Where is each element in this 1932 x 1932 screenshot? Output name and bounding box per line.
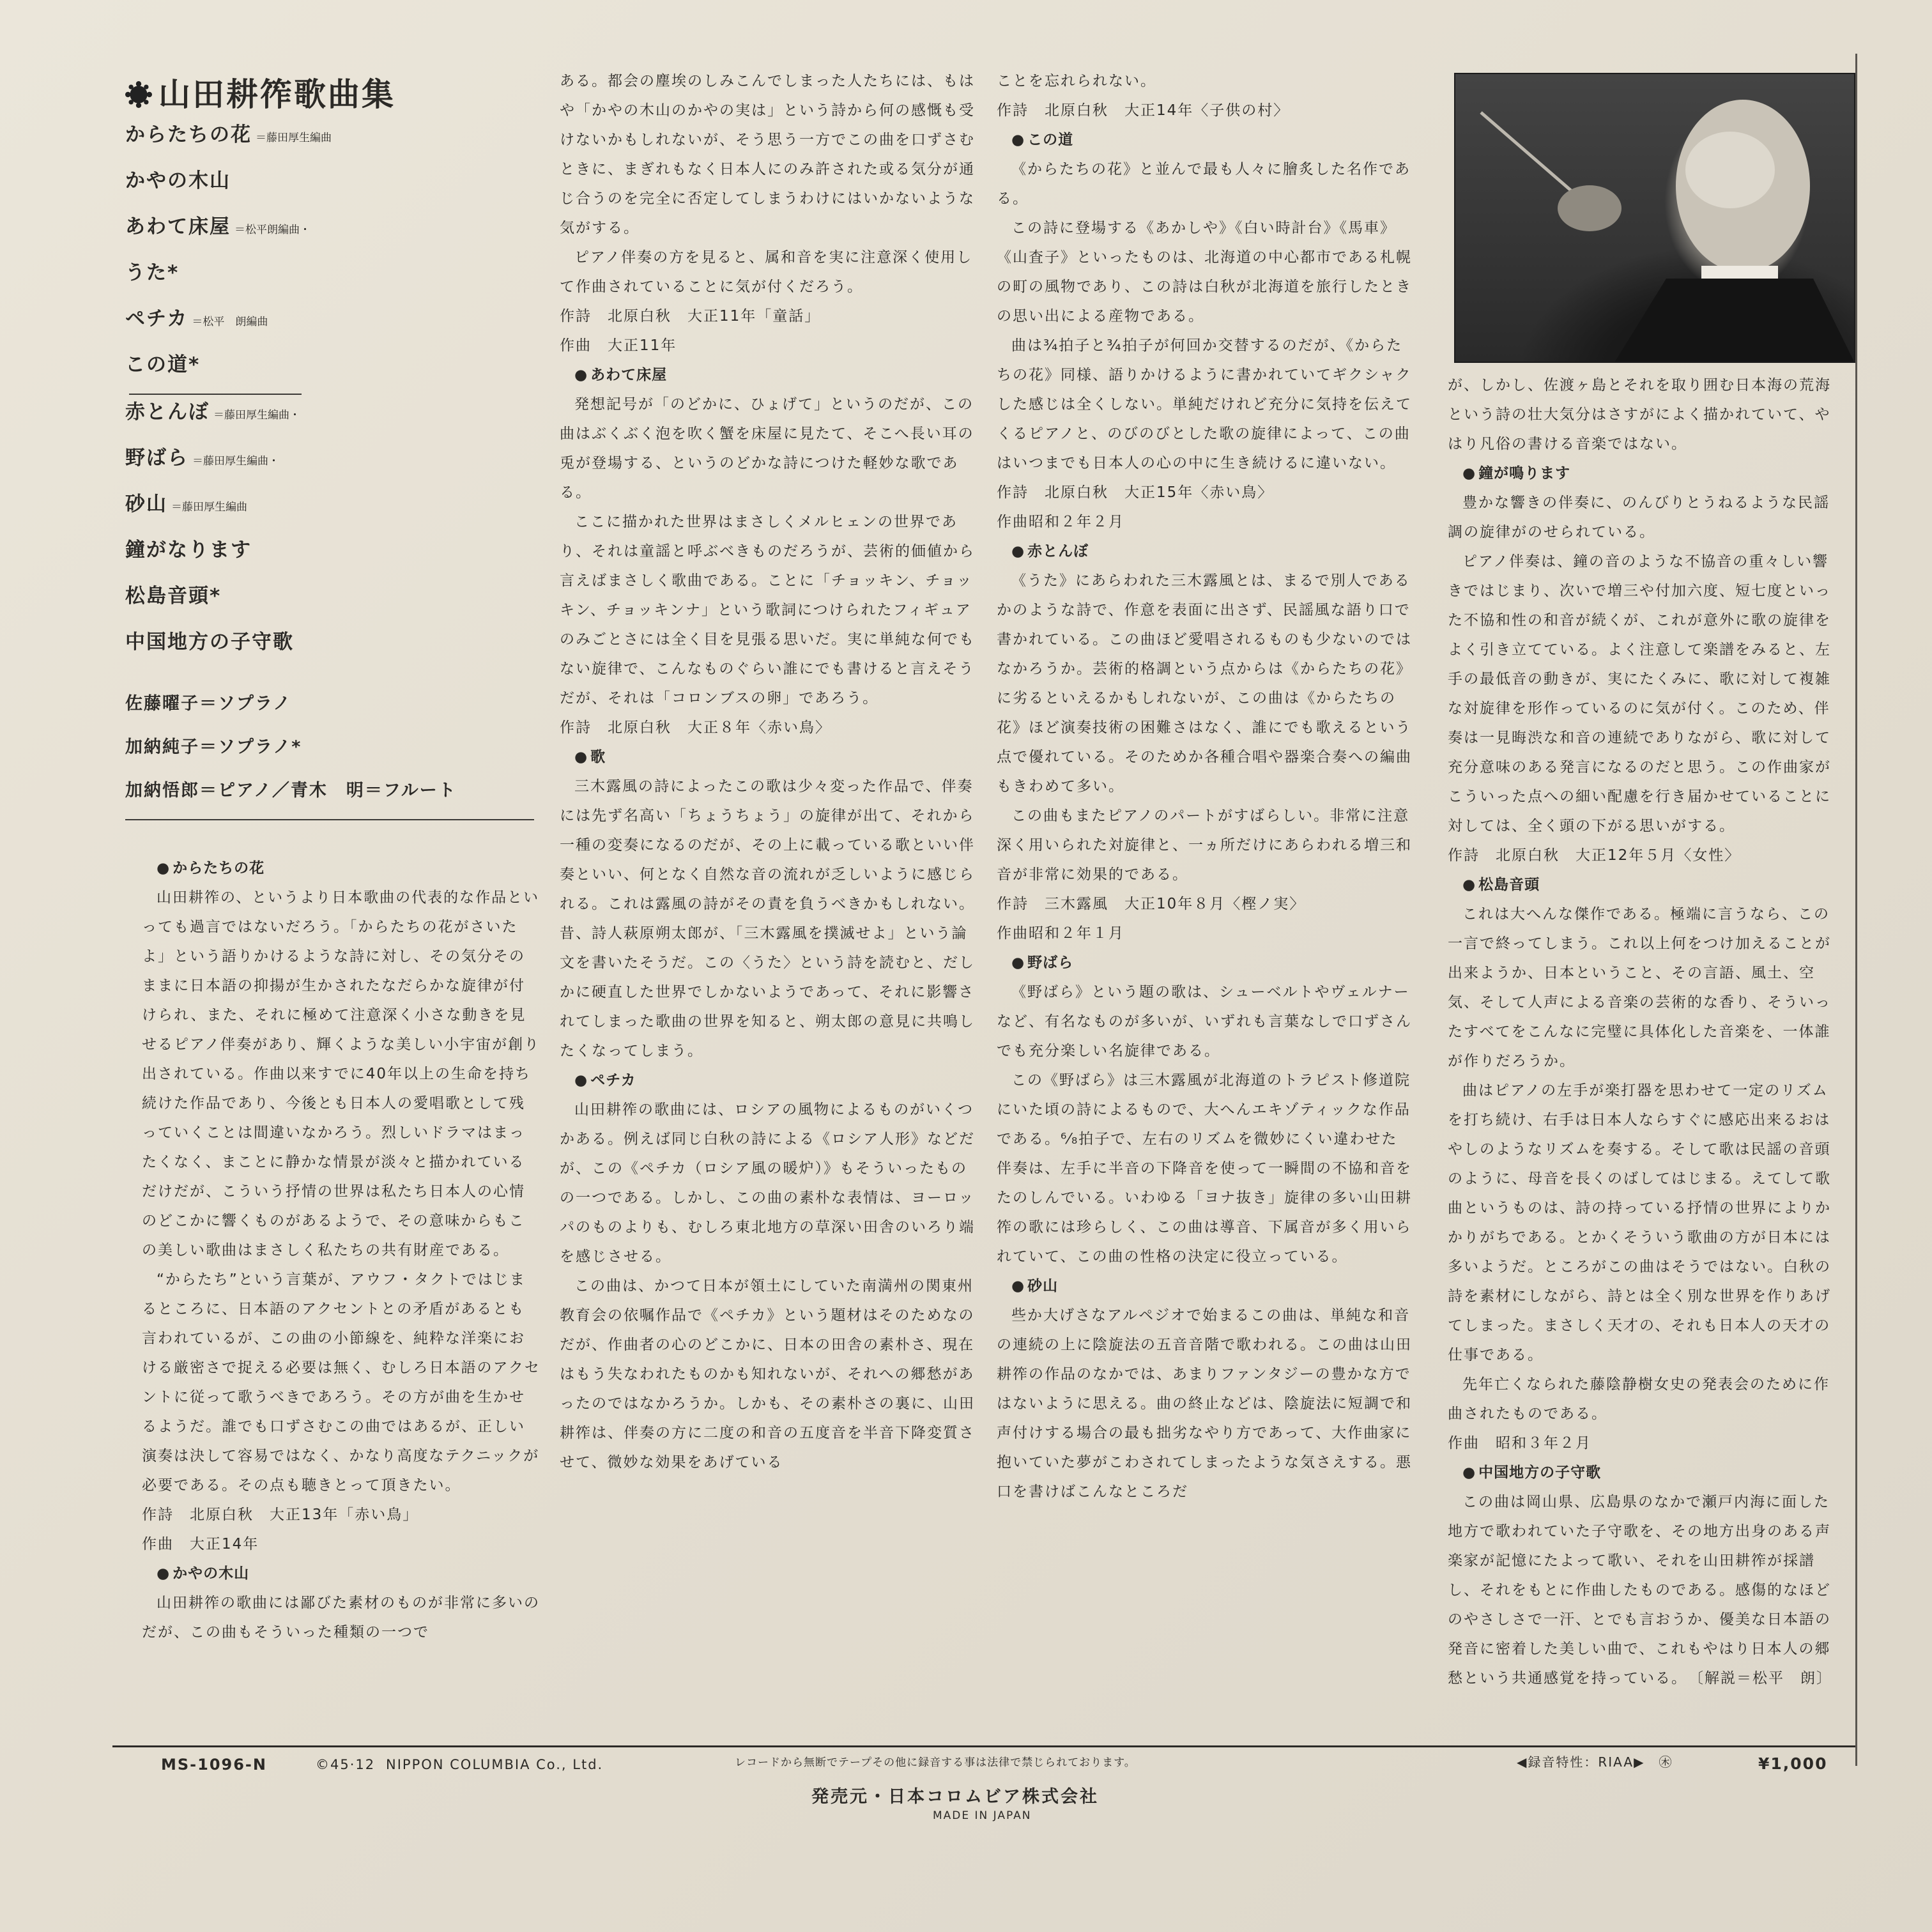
credit-line: 作詩 北原白秋 大正14年〈子供の村〉 xyxy=(997,102,1290,119)
track-arranger: ＝藤田厚生編曲・ xyxy=(213,409,300,422)
track-list xyxy=(125,120,547,673)
track-title: ペチカ xyxy=(125,307,188,330)
credit-line: 作詩 北原白秋 大正13年「赤い鳥」 xyxy=(142,1506,419,1523)
credit-line: 作詩 北原白秋 大正12年５月〈女性〉 xyxy=(1448,847,1741,864)
track-title: かやの木山 xyxy=(125,169,231,192)
section-heading: ● 野ばら xyxy=(997,948,1412,977)
credit-line: ある。都会の塵埃のしみこんでしまった人たちには、もはや「かやの木山のかやの実は」という詩から何の感慨も受けないかもしれないが、そう思う一方でこの曲を口ずさむときに、まぎれもなく日本人にのみ許された或る気分が通じ合うのを完全に否定してしまうわけにはいかないような気がする。 xyxy=(560,73,975,236)
paragraph: これは大へんな傑作である。極端に言うなら、この一言で終ってしまう。これ以上何をつけ加えることが出来ようか、日本ということ、その言語、風土、空気、そして人声による音楽の芸術的な香り、そういったすべてをこんなに完璧に具体化した音楽を、一体誰が作りだろうか。 xyxy=(1448,906,1831,1070)
section-heading: ● かやの木山 xyxy=(142,1559,540,1588)
track-item xyxy=(125,581,547,627)
paragraph: ピアノ伴奏は、鐘の音のような不協音の重々しい響きではじまり、次いで増三や付加六度、短七度といった不協和性の和音が続くが、これが意外に歌の旋律をよく引き立てている。よく注意して楽譜をみると、左手の最低音の動きが、実にたくみに、歌に対して複雑な対旋律を形作っているのに気が付く。このため、伴奏は一見晦渋な和音の連続でありながら、歌に対して充分意味のある発言になるのだと思う。この作曲家がこういった点への細い配慮を行き届かせていることに対しては、全く頭の下がる思いがする。 xyxy=(1448,553,1831,834)
section-heading: ● 歌 xyxy=(560,742,975,772)
paragraph: 先年亡くなられた藤陰静樹女史の発表会のために作曲されたものである。 xyxy=(1448,1376,1830,1422)
track-title: この道* xyxy=(125,353,201,376)
track-title: からたちの花 xyxy=(125,123,252,146)
performer: 加納悟郎＝ピアノ／青木 明＝フルート xyxy=(125,781,457,801)
credit-line: 作詩 北原白秋 大正８年〈赤い鳥〉 xyxy=(560,719,831,736)
composer-photo xyxy=(1454,73,1855,363)
track-arranger: ＝藤田厚生編曲 xyxy=(171,501,247,514)
paragraph: 些か大げさなアルペジオで始まるこの曲は、単純な和音の連続の上に陰旋法の五音音階で歌われる。この曲は山田耕筰の作品のなかでは、あまりファンタジーの豊かな方ではないように思える。曲の終止などは、陰旋法に短調で和声付けする場合の最も拙劣なやり方であって、大作曲家に抱いていた夢がこわされてしまったような気さえする。悪口を書けばこんなところだ xyxy=(997,1307,1412,1500)
track-arranger: ＝藤田厚生編曲・ xyxy=(192,455,279,468)
credit-line: が、しかし、佐渡ヶ島とそれを取り囲む日本海の荒海という詩の壮大気分はさすがによく描かれていて、やはり凡俗の書ける音楽ではない。 xyxy=(1448,377,1831,452)
credit-line: 作曲 昭和３年２月 xyxy=(1448,1435,1591,1452)
track-item xyxy=(125,627,547,673)
track-list-column xyxy=(125,69,547,820)
paragraph: 《うた》にあらわれた三木露風とは、まるで別人であるかのような詩で、作意を表面に出さず、民謡風な語り口で書かれている。この曲ほど愛唱されるものも少ないのではなかろうか。芸術的格調という点からは《からたちの花》に劣るといえるかもしれないが、この曲は《からたちの花》ほど演奏技術の困難さはなく、誰にでも歌えるという点で優れている。そのためか各種合唱や器楽合奏への編曲もきわめて多い。 xyxy=(997,572,1412,795)
price: ¥1,000 xyxy=(1758,1754,1828,1773)
flower-mark-icon xyxy=(125,81,152,108)
credit-line: ことを忘れられない。 xyxy=(997,73,1156,89)
paragraph: 山田耕筰の歌曲には鄙びた素材のものが非常に多いのだが、この曲もそういった種類の一つで xyxy=(142,1595,540,1641)
distributor: 発売元・日本コロムビア株式会社 xyxy=(811,1787,1099,1807)
track-title: 松島音頭* xyxy=(125,585,222,608)
section-heading: ● この道 xyxy=(997,125,1412,155)
section-heading: ● ペチカ xyxy=(560,1066,975,1095)
credit-line: 作曲昭和２年２月 xyxy=(997,514,1124,530)
track-item xyxy=(125,304,547,350)
track-title: 中国地方の子守歌 xyxy=(125,631,294,654)
paragraph: ピアノ伴奏の方を見ると、属和音を実に注意深く使用して作曲されていることに気が付くだろう。 xyxy=(560,249,973,295)
track-title: うた* xyxy=(125,261,180,284)
album-title xyxy=(125,69,547,120)
paragraph: この《野ばら》は三木露風が北海道のトラピスト修道院にいた頃の詩によるもので、大へんエキゾティックな作品である。⁶⁄₈拍子で、左右のリズムを微妙にくい違わせた伴奏は、左手に半音の下降音を使って一瞬間の不協和音をたのしんでいる。いわゆる「ヨナ抜き」旋律の多い山田耕筰の歌には珍らしく、この曲は導音、下属音が多く用いられていて、この曲の性格の決定に役立っている。 xyxy=(997,1072,1412,1265)
credit-line: 作詩 北原白秋 大正15年〈赤い鳥〉 xyxy=(997,484,1274,501)
section-heading: ● 松島音頭 xyxy=(1448,870,1843,900)
section-heading: ● 鐘が鳴ります xyxy=(1448,459,1843,488)
liner-notes-column-2 xyxy=(560,66,975,1477)
credit-line: 作曲昭和２年１月 xyxy=(997,925,1124,942)
liner-notes-column-3 xyxy=(997,66,1412,1506)
liner-notes-column-4 xyxy=(1448,371,1843,1693)
paragraph: 山田耕筰の歌曲には、ロシアの風物によるものがいくつかある。例えば同じ白秋の詩による《ロシア人形》などだが、この《ペチカ（ロシア風の暖炉）》もそういったものの一つである。しかし、この曲の素朴な表情は、ヨーロッパのものよりも、むしろ東北地方の草深い田舎のいろり端を感じさせる。 xyxy=(560,1101,975,1265)
track-item xyxy=(125,397,547,443)
credit-line: 作曲 大正11年 xyxy=(560,337,677,354)
track-item xyxy=(125,258,547,304)
paragraph: 三木露風の詩によったこの歌は少々変った作品で、伴奏には先ず名高い「ちょうちょう」の旋律が出て、それから一種の変奏になるのだが、その上に載っている歌といい伴奏といい、何となく自然な音の流れが乏しいように感じられる。これは露風の詩がその責を負うべきかもしれない。昔、詩人萩原朔太郎が、「三木露風を撲滅せよ」という論文を書いたそうだ。この〈うた〉という詩を読むと、だしかに硬直した世界でしかないようであって、それに影響されてしまった歌曲の世界を知ると、朔太郎の意見に共鳴したくなってしまう。 xyxy=(560,778,975,1059)
section-heading: ● 砂山 xyxy=(997,1271,1412,1301)
track-item xyxy=(125,166,547,212)
paragraph: 山田耕筰の、というより日本歌曲の代表的な作品といっても過言ではないだろう。「からたちの花がさいたよ」という語りかけるような詩に対し、その気分そのままに日本語の抑揚が生かされたなだらかな旋律が付けられ、また、それに極めて注意深く小さな動きを見せるピアノ伴奏があり、輝くような美しい小宇宙が創り出されている。作曲以来すでに40年以上の生命を持ち続けた作品であり、今後とも日本人の愛唱歌として残っていくことは間違いなかろう。烈しいドラマはまったくなく、まことに静かな情景が淡々と描かれているだけだが、こういう抒情の世界は私たち日本人の心情のどこかに響くものがあるようで、その意味からもこの美しい歌曲はまさしく私たちの共有財産である。 xyxy=(142,889,540,1259)
credit-line: 作詩 三木露風 大正10年８月〈樫ノ実〉 xyxy=(997,896,1306,912)
paragraph: 曲は¾拍子と¾拍子が何回か交替するのだが、《からたちの花》同様、語りかけるように書かれていてギクシャクした感じは全くしない。単純だけれど充分に気持を伝えてくるピアノと、のびのびとした歌の旋律によって、この曲はいつまでも日本人の心の中に生き続けるに違いない。 xyxy=(997,337,1412,471)
track-item xyxy=(125,212,547,258)
track-item xyxy=(125,489,547,535)
paragraph: ここに描かれた世界はまさしくメルヒェンの世界であり、それは童謡と呼ぶべきものだろうが、芸術的価値から言えばまさしく歌曲である。ことに「チョッキン、チョッキン、チョッキンナ」という歌詞につけられたフィギュアのみごとさには全く目を見張る思いだ。実に単純な何でもない旋律で、こんなものぐらい誰にでも書けると言えそうだが、それは「コロンブスの卵」であろう。 xyxy=(560,514,975,707)
track-title: 砂山 xyxy=(125,493,167,516)
paragraph: この曲は岡山県、広島県のなかで瀬戸内海に面した地方で歌われていた子守歌を、その地方出身のある声楽家が記憶にたよって歌い、それを山田耕筰が採譜し、それをもとに作曲したものである。感傷的なほどのやさしさで一汗、とでも言おうか、優美な日本語の発音に密着した美しい曲で、これもやはり日本人の郷愁という共通感覚を持っている。 〔解説＝松平 朗〕 xyxy=(1448,1494,1832,1687)
paragraph: 《野ばら》という題の歌は、シューベルトやヴェルナーなど、有名なものが多いが、いずれも言葉なしで口ずさんでも充分楽しい名旋律である。 xyxy=(997,984,1412,1059)
section-heading: ● あわて床屋 xyxy=(560,360,975,390)
composer-portrait-image xyxy=(1455,74,1854,362)
paragraph: この詩に登場する《あかしや》《白い時計台》《馬車》《山査子》といったものは、北海道の中心都市である札幌の町の風物であり、この詩は白秋が北海道を旅行したときの思い出による産物である。 xyxy=(997,220,1412,325)
paragraph: “からたち”という言葉が、アウフ・タクトではじまるところに、日本語のアクセントとの矛盾があるとも言われているが、この曲の小節線を、純粋な洋楽における厳密さで捉える必要は無く、むしろ日本語のアクセントに従って歌うべきであろう。その方が曲を生かせるようだ。誰でも口ずさむこの曲ではあるが、正しい演奏は決して容易ではなく、かなり高度なテクニックが必要である。その点も聴きとって頂きたい。 xyxy=(142,1271,540,1494)
paragraph: 曲はピアノの左手が楽打器を思わせて一定のリズムを打ち続け、右手は日本人ならすぐに感応出来るおはやしのようなリズムを奏する。そして歌は民謡の音頭のように、母音を長くのばしてはじまる。えてして歌曲というものは、詩の持っている抒情の世界によりかかりがちである。とかくそういう歌曲の方が日本には多いようだ。ところがこの曲はそうではない。白秋の詩を素材にしながら、詩とは全く別な世界を作りあげてしまった。まさしく天才の、それも日本人の天才の仕事である。 xyxy=(1448,1082,1831,1363)
track-arranger: ＝松平 朗編曲 xyxy=(192,316,268,328)
credit-line: 作詩 北原白秋 大正11年「童話」 xyxy=(560,308,821,325)
performers xyxy=(125,682,547,813)
copy-warning: レコードから無断でテープその他に録音する事は法律で禁じられております。 xyxy=(735,1756,1136,1769)
section-heading: ● 中国地方の子守歌 xyxy=(1448,1458,1843,1487)
liner-notes-column-1 xyxy=(142,854,540,1647)
track-arranger: ＝藤田厚生編曲 xyxy=(256,132,332,144)
paragraph: この曲もまたピアノのパートがすばらしい。非常に注意深く用いられた対旋律と、一ヵ所だけにあらわれる増三和音が非常に効果的である。 xyxy=(997,808,1412,883)
paragraph: 豊かな響きの伴奏に、のんびりとうねるような民謡調の旋律がのせられている。 xyxy=(1448,494,1830,540)
track-title: 赤とんぼ xyxy=(125,401,210,424)
track-title: 鐘がなります xyxy=(125,539,252,562)
track-title: あわて床屋 xyxy=(125,215,231,238)
credit-line: 作曲 大正14年 xyxy=(142,1536,259,1552)
track-item xyxy=(125,120,547,166)
record-label: NIPPON COLUMBIA Co., Ltd. xyxy=(386,1757,604,1772)
track-item xyxy=(125,443,547,489)
catalog-number: MS-1096-N xyxy=(161,1756,267,1774)
paragraph: この曲は、かつて日本が領土にしていた南満州の関東州教育会の依嘱作品で《ペチカ》という題材はそのためなのだが、作曲者の心のどこかに、日本の田舎の素朴さ、現在はもう失なわれたものかも知れないが、それへの郷愁があったのではなかろうか。しかも、その素朴さの裏に、山田耕筰は、伴奏の方に二度の和音の五度音を半音下降変質させて、微妙な効果をあげている xyxy=(560,1278,975,1471)
footer-divider xyxy=(112,1745,1855,1747)
copyright: ©45·12 xyxy=(316,1757,376,1772)
performer: 加納純子＝ソプラノ* xyxy=(125,737,302,757)
album-title-text: 山田耕筰歌曲集 xyxy=(158,76,395,113)
track-divider xyxy=(129,394,302,395)
performer: 佐藤曜子＝ソプラノ xyxy=(125,694,292,714)
paragraph: 《からたちの花》と並んで最も人々に膾炙した名作である。 xyxy=(997,161,1411,207)
made-in: MADE IN JAPAN xyxy=(933,1809,1032,1822)
riaa-note: ◀録音特性：RIAA▶ ㊍ xyxy=(1517,1754,1673,1770)
section-heading: ● からたちの花 xyxy=(142,854,540,883)
divider xyxy=(125,819,534,820)
track-title: 野ばら xyxy=(125,447,188,470)
track-item xyxy=(125,535,547,581)
section-heading: ● 赤とんぼ xyxy=(997,537,1412,566)
track-item xyxy=(125,350,547,396)
paragraph: 発想記号が「のどかに、ひょげて」というのだが、この曲はぶくぶく泡を吹く蟹を床屋に見たて、そこへ長い耳の兎が登場する、というのどかな詩につけた軽妙な歌である。 xyxy=(560,396,974,501)
track-arranger: ＝松平朗編曲・ xyxy=(234,224,310,236)
